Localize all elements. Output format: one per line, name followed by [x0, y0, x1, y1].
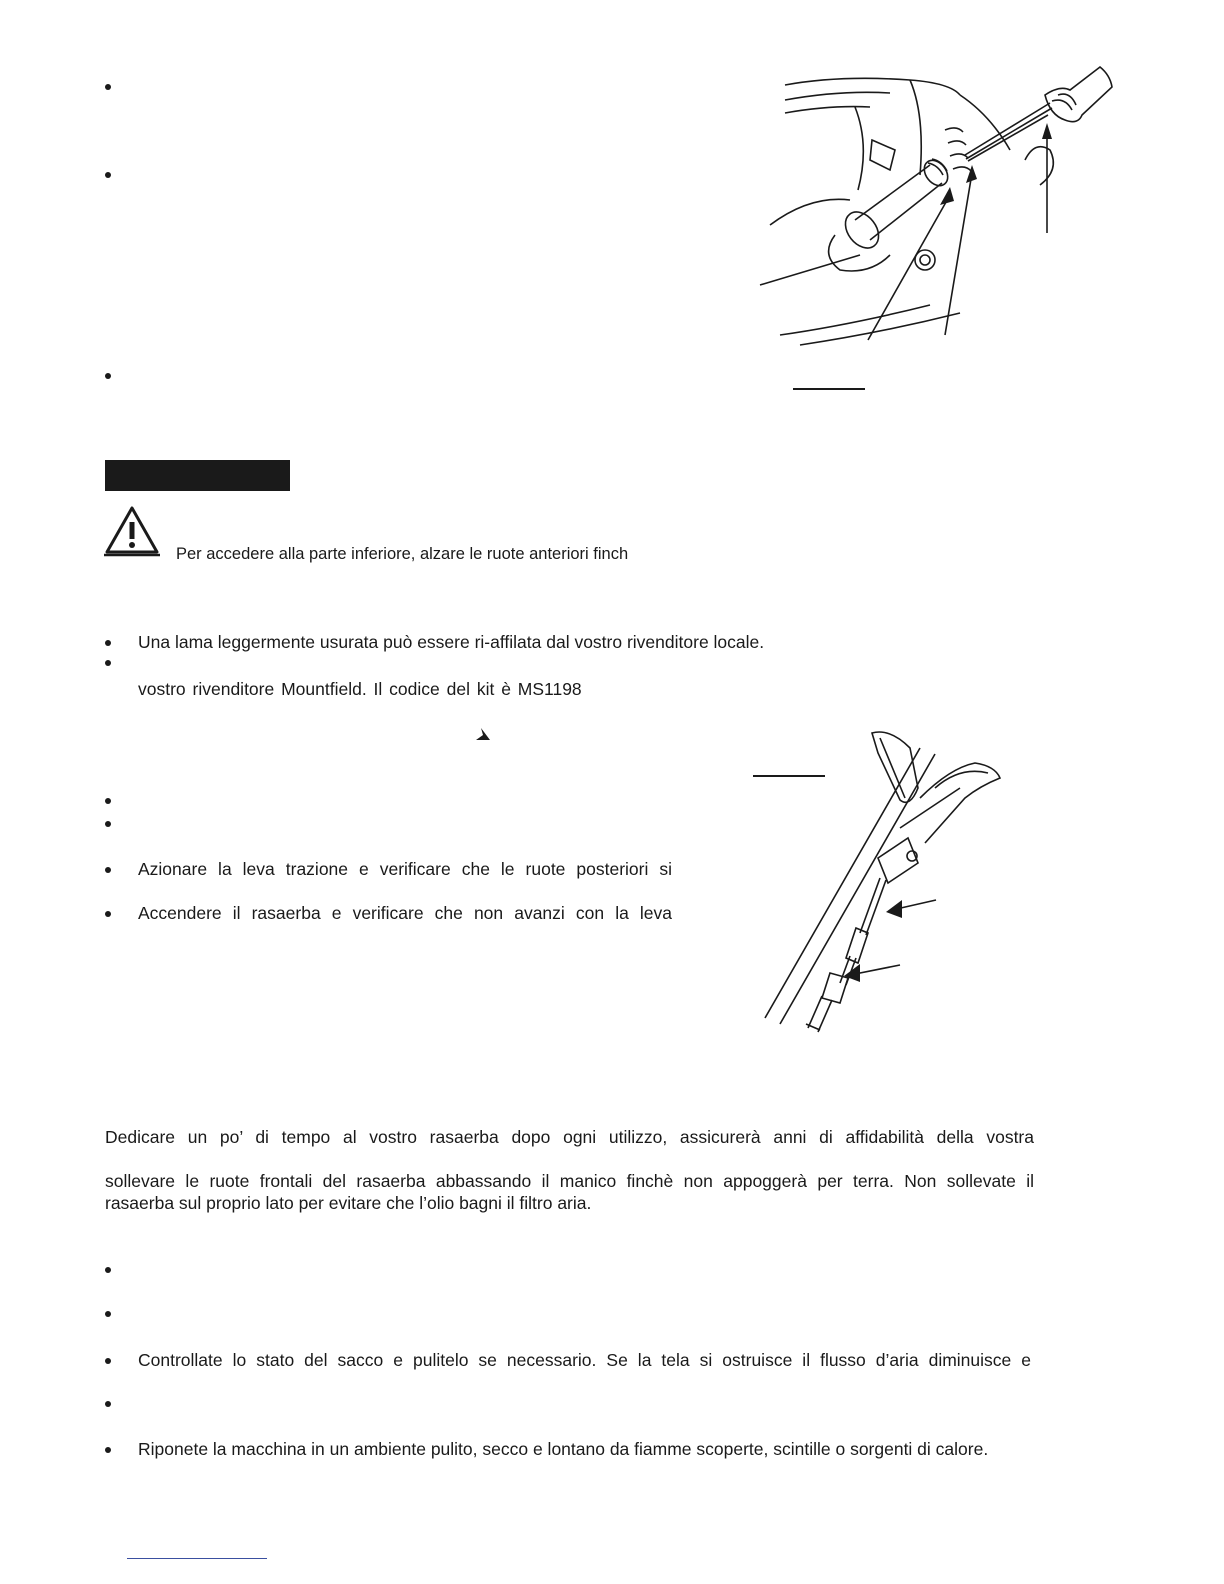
bullet — [105, 1447, 111, 1453]
bullet — [105, 1358, 111, 1364]
care-item-bag: Controllate lo stato del sacco e pulitelo se necessario. Se la tela si ostruisce il flusso d’aria diminuisce e — [138, 1350, 1031, 1370]
bullet — [105, 660, 111, 666]
care-paragraph-line-3: rasaerba sul proprio lato per evitare che l’olio bagni il filtro aria. — [105, 1193, 592, 1213]
bullet — [105, 867, 111, 873]
bullet — [105, 172, 111, 178]
bullet — [105, 911, 111, 917]
cutting-mark-icon — [474, 726, 492, 742]
bullet — [105, 1267, 111, 1273]
care-paragraph-line-2: sollevare le ruote frontali del rasaerba abbassando il manico finchè non appoggerà per terra. Non sollevate il — [105, 1171, 1034, 1191]
drive-item-2: Accendere il rasaerba e verificare che non avanzi con la leva — [138, 903, 672, 923]
section-header-bar — [105, 460, 290, 491]
care-paragraph-line-1: Dedicare un po’ di tempo al vostro rasaerba dopo ogni utilizzo, assicurerà anni di affidabilità della vostra — [105, 1127, 1034, 1147]
drive-item-1: Azionare la leva trazione e verificare che le ruote posteriori si — [138, 859, 672, 879]
footer-underline — [127, 1558, 267, 1559]
bullet — [105, 1311, 111, 1317]
warning-text: Per accedere alla parte inferiore, alzare le ruote anteriori finch — [176, 545, 629, 563]
blade-item-2-continuation: vostro rivenditore Mountfield. Il codice del kit è MS1198 — [138, 679, 582, 699]
bullet — [105, 640, 111, 646]
handle-cable-illustration — [760, 728, 1020, 1038]
bullet — [105, 373, 111, 379]
bullet — [105, 798, 111, 804]
figure-label-underline — [793, 388, 865, 390]
bullet — [105, 821, 111, 827]
warning-triangle-icon — [104, 505, 160, 555]
blade-item-1: Una lama leggermente usurata può essere ri-affilata dal vostro rivenditore locale. — [138, 632, 765, 652]
bullet — [105, 84, 111, 90]
care-item-storage: Riponete la macchina in un ambiente pulito, secco e lontano da fiamme scoperte, scintille o sorgenti di calore. — [138, 1439, 989, 1459]
bullet — [105, 1401, 111, 1407]
dipstick-illustration — [760, 55, 1120, 355]
